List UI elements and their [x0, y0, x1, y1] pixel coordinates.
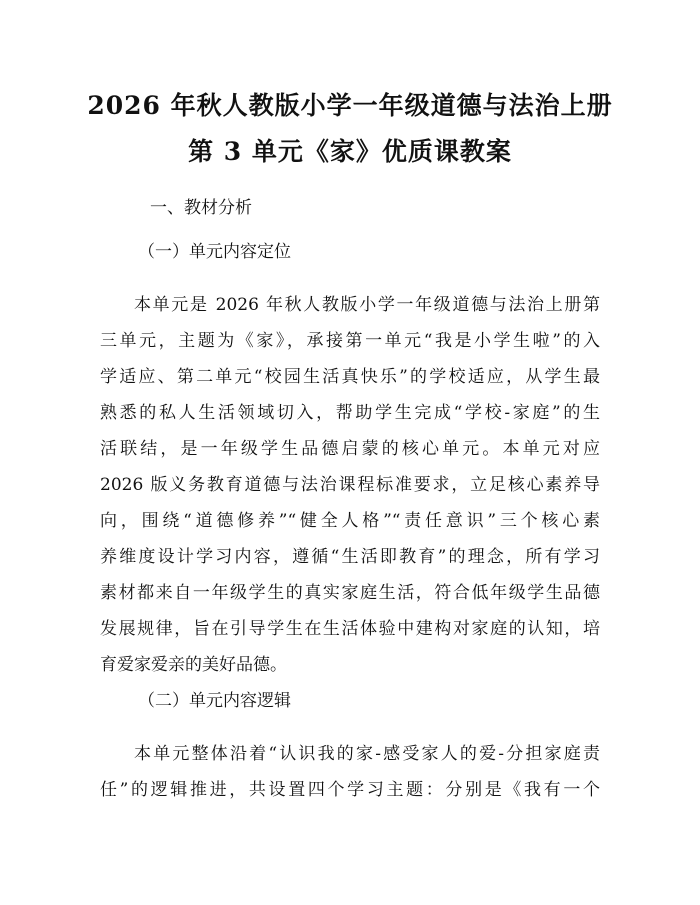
- subsection-heading-2: （二）单元内容逻辑: [138, 691, 291, 711]
- paragraph-1-line: 三单元，主题为《家》，承接第一单元“我是小学生啦”的入: [100, 331, 600, 351]
- document-title-line-2: 第 3 单元《家》优质课教案: [188, 137, 512, 166]
- paragraph-1-line: 育爱家爱亲的美好品德。: [100, 655, 287, 675]
- paragraph-1-line: 2026 版义务教育道德与法治课程标准要求，立足核心素养导: [100, 475, 600, 495]
- paragraph-1-line: 发展规律，旨在引导学生在生活体验中建构对家庭的认知，培: [100, 619, 600, 639]
- document-title-line-1: 2026 年秋人教版小学一年级道德与法治上册: [87, 91, 613, 120]
- paragraph-2-line: 本单元整体沿着“认识我的家-感受家人的爱-分担家庭责: [134, 744, 600, 764]
- paragraph-1-line: 熟悉的私人生活领域切入，帮助学生完成“学校-家庭”的生: [100, 403, 600, 423]
- paragraph-1-line: 养维度设计学习内容，遵循“生活即教育”的理念，所有学习: [100, 547, 600, 567]
- subsection-heading-1: （一）单元内容定位: [138, 242, 291, 262]
- paragraph-1-line: 本单元是 2026 年秋人教版小学一年级道德与法治上册第: [134, 295, 600, 315]
- section-heading-1: 一、教材分析: [150, 198, 252, 218]
- paragraph-1-line: 向，围绕“道德修养”“健全人格”“责任意识”三个核心素: [100, 511, 600, 531]
- paragraph-1-line: 学适应、第二单元“校园生活真快乐”的学校适应，从学生最: [100, 367, 600, 387]
- paragraph-2-line: 任”的逻辑推进，共设置四个学习主题：分别是《我有一个: [100, 780, 600, 800]
- paragraph-1-line: 活联结，是一年级学生品德启蒙的核心单元。本单元对应: [100, 439, 600, 459]
- paragraph-1-line: 素材都来自一年级学生的真实家庭生活，符合低年级学生品德: [100, 583, 600, 603]
